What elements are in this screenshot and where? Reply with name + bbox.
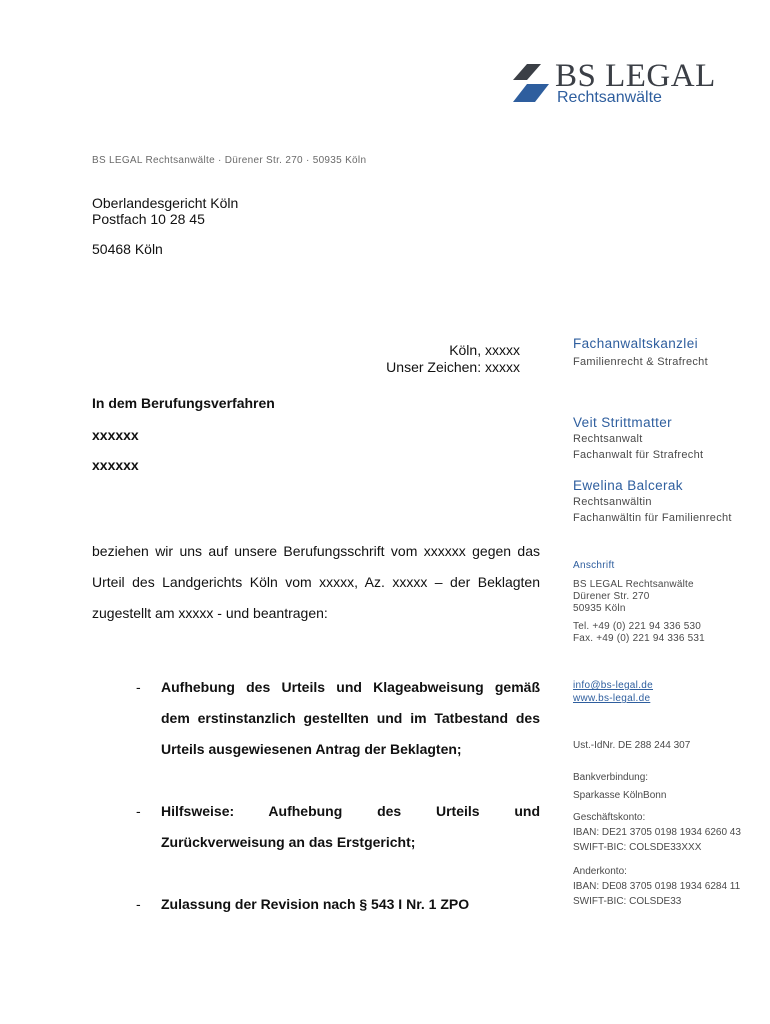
sidebar-contact [573, 679, 763, 705]
logo-name: BS LEGAL [555, 58, 716, 94]
party-name: xxxxxx [92, 427, 139, 443]
motion-line: Aufhebung des Urteils und Klageabweisung gemäß [161, 679, 540, 695]
lawyer-name: Veit Strittmatter [573, 415, 673, 430]
fax-number: Fax. +49 (0) 221 94 336 531 [573, 633, 705, 644]
motion-line: Hilfsweise: Aufhebung des Urteils und [161, 803, 540, 819]
motion-line: Zurückverweisung an das Erstgericht; [161, 834, 416, 850]
escrow-bic: SWIFT-BIC: COLSDE33 [573, 896, 682, 907]
address-label: Anschrift [573, 560, 615, 571]
paragraph-line: zugestellt am xxxxx - und beantragen: [92, 605, 328, 621]
motion-item [161, 889, 540, 920]
sidebar-address [573, 560, 763, 645]
sidebar-firm [573, 336, 763, 370]
address-line: BS LEGAL Rechtsanwälte [573, 579, 694, 590]
motion-item [161, 672, 540, 765]
logo-mark-icon [513, 64, 549, 102]
business-bic: SWIFT-BIC: COLSDE33XXX [573, 842, 702, 853]
lawyer-title: Rechtsanwalt [573, 433, 643, 445]
website-link[interactable]: www.bs-legal.de [573, 693, 651, 704]
bullet-dash: - [136, 803, 141, 819]
email-link[interactable]: info@bs-legal.de [573, 680, 653, 691]
business-account-label: Geschäftskonto: [573, 812, 646, 823]
lawyer-specialty: Fachanwältin für Familienrecht [573, 512, 732, 524]
escrow-account-label: Anderkonto: [573, 866, 627, 877]
bank-name: Sparkasse KölnBonn [573, 790, 667, 801]
motion-line: Zulassung der Revision nach § 543 I Nr. 1 ZPO [161, 896, 470, 912]
our-reference: Unser Zeichen: xxxxx [386, 359, 520, 375]
recipient-line2: Postfach 10 28 45 [92, 211, 205, 227]
bullet-dash: - [136, 896, 141, 912]
bullet-dash: - [136, 679, 141, 695]
recipient-city: 50468 Köln [92, 241, 163, 257]
date-reference-block [300, 342, 520, 376]
bank-label: Bankverbindung: [573, 772, 649, 783]
sidebar-bank [573, 770, 763, 909]
lawyer-name: Ewelina Balcerak [573, 478, 683, 493]
motion-line: Urteils ausgewiesenen Antrag der Beklagten; [161, 741, 462, 757]
business-iban: IBAN: DE21 3705 0198 1934 6260 43 [573, 827, 741, 838]
logo-subtitle: Rechtsanwälte [557, 89, 662, 106]
address-line: Dürener Str. 270 [573, 591, 650, 602]
lawyer-title: Rechtsanwältin [573, 496, 652, 508]
motion-item [161, 796, 540, 858]
firm-areas: Familienrecht & Strafrecht [573, 356, 708, 368]
recipient-address [92, 195, 238, 227]
firm-type: Fachanwaltskanzlei [573, 336, 699, 351]
sender-line: BS LEGAL Rechtsanwälte · Dürener Str. 270 · 50935 Köln [92, 155, 367, 166]
body-paragraph [92, 536, 540, 629]
proceedings-heading: In dem Berufungsverfahren [92, 395, 275, 411]
sidebar-lawyer [573, 478, 763, 526]
paragraph-line: beziehen wir uns auf unsere Berufungsschrift vom xxxxxx gegen das [92, 543, 540, 559]
letter-date: Köln, xxxxx [449, 342, 520, 358]
recipient-line1: Oberlandesgericht Köln [92, 195, 239, 211]
sidebar-vat [573, 738, 763, 753]
firm-logo [513, 58, 743, 110]
vat-id: Ust.-IdNr. DE 288 244 307 [573, 740, 691, 751]
escrow-iban: IBAN: DE08 3705 0198 1934 6284 11 [573, 881, 741, 892]
sidebar-lawyer [573, 415, 763, 463]
party-name: xxxxxx [92, 457, 139, 473]
lawyer-specialty: Fachanwalt für Strafrecht [573, 449, 704, 461]
address-line: 50935 Köln [573, 603, 626, 614]
phone-number: Tel. +49 (0) 221 94 336 530 [573, 621, 701, 632]
motion-line: dem erstinstanzlich gestellten und im Tatbestand des [161, 710, 540, 726]
paragraph-line: Urteil des Landgerichts Köln vom xxxxx, Az. xxxxx – der Beklagten [92, 574, 540, 590]
